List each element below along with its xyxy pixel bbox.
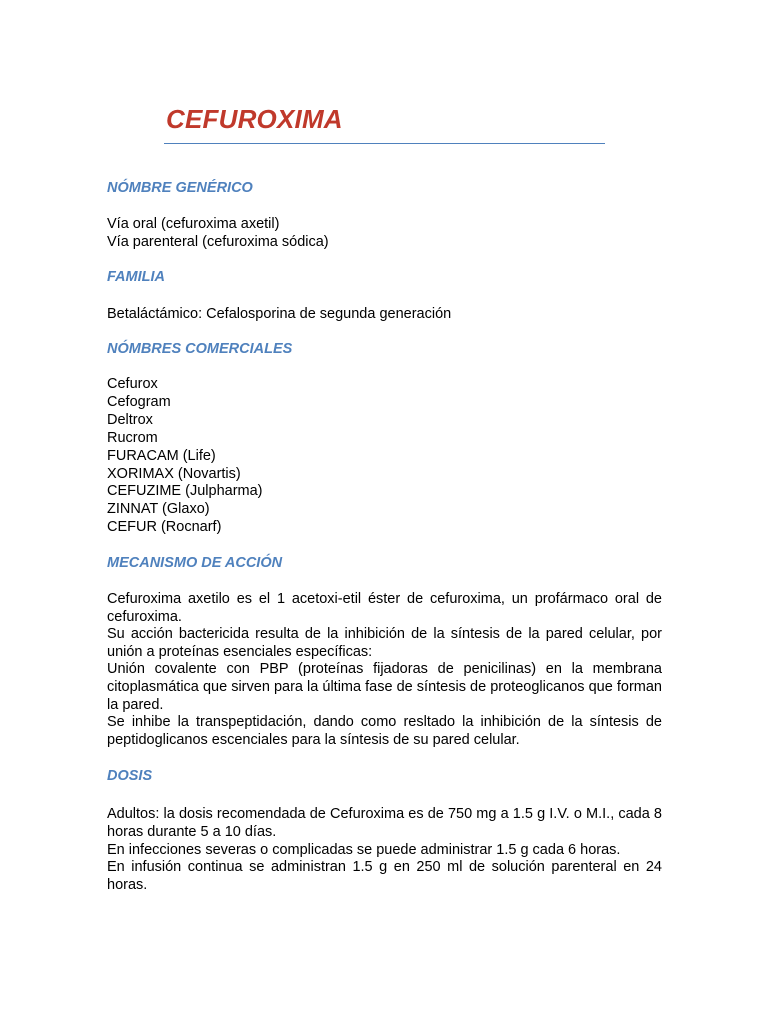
heading-dosage: DOSIS	[107, 768, 153, 784]
mechanism-paragraph: Su acción bactericida resulta de la inhibición de la síntesis de la pared celular, por unión a proteínas esenciales específicas:	[107, 626, 662, 660]
generic-name-line: Vía oral (cefuroxima axetil)	[107, 216, 280, 232]
heading-mechanism: MECANISMO DE ACCIÓN	[107, 555, 283, 571]
brand-names-list	[107, 376, 263, 537]
generic-name-line: Vía parenteral (cefuroxima sódica)	[107, 234, 329, 250]
brand-name-item: FURACAM (Life)	[107, 447, 216, 464]
dosage-paragraph: En infecciones severas o complicadas se puede administrar 1.5 g cada 6 horas.	[107, 841, 621, 858]
heading-brand-names: NÓMBRES COMERCIALES	[107, 341, 293, 357]
mechanism-text	[107, 591, 662, 749]
brand-name-item: CEFUZIME (Julpharma)	[107, 483, 263, 500]
mechanism-paragraph: Unión covalente con PBP (proteínas fijadoras de penicilinas) en la membrana citoplasmática que sirven para la última fase de síntesis de proteoglicanos que forman la pared.	[107, 661, 662, 713]
brand-name-item: XORIMAX (Novartis)	[107, 465, 241, 482]
family-text: Betaláctámico: Cefalosporina de segunda generación	[107, 306, 452, 322]
mechanism-paragraph: Se inhibe la transpeptidación, dando como resltado la inhibición de la síntesis de peptidoglicanos escenciales para la síntesis de su pared celular.	[107, 714, 662, 748]
brand-name-item: Cefogram	[107, 393, 171, 410]
brand-name-item: Deltrox	[107, 411, 153, 428]
title-underline	[164, 143, 605, 144]
heading-family: FAMILIA	[107, 269, 165, 285]
document-title: CEFUROXIMA	[166, 104, 343, 134]
dosage-text	[107, 806, 662, 895]
dosage-paragraph: Adultos: la dosis recomendada de Cefuroxima es de 750 mg a 1.5 g I.V. o M.I., cada 8 horas durante 5 a 10 días.	[107, 806, 662, 840]
mechanism-paragraph: Cefuroxima axetilo es el 1 acetoxi-etil éster de cefuroxima, un profármaco oral de cefuroxima.	[107, 591, 662, 625]
brand-name-item: Rucrom	[107, 429, 158, 446]
brand-name-item: CEFUR (Rocnarf)	[107, 519, 222, 536]
dosage-paragraph: En infusión continua se administran 1.5 g en 250 ml de solución parenteral en 24 horas.	[107, 859, 662, 894]
brand-name-item: ZINNAT (Glaxo)	[107, 501, 210, 518]
heading-generic-name: NÓMBRE GENÉRICO	[107, 180, 253, 196]
brand-name-item: Cefurox	[107, 376, 158, 392]
